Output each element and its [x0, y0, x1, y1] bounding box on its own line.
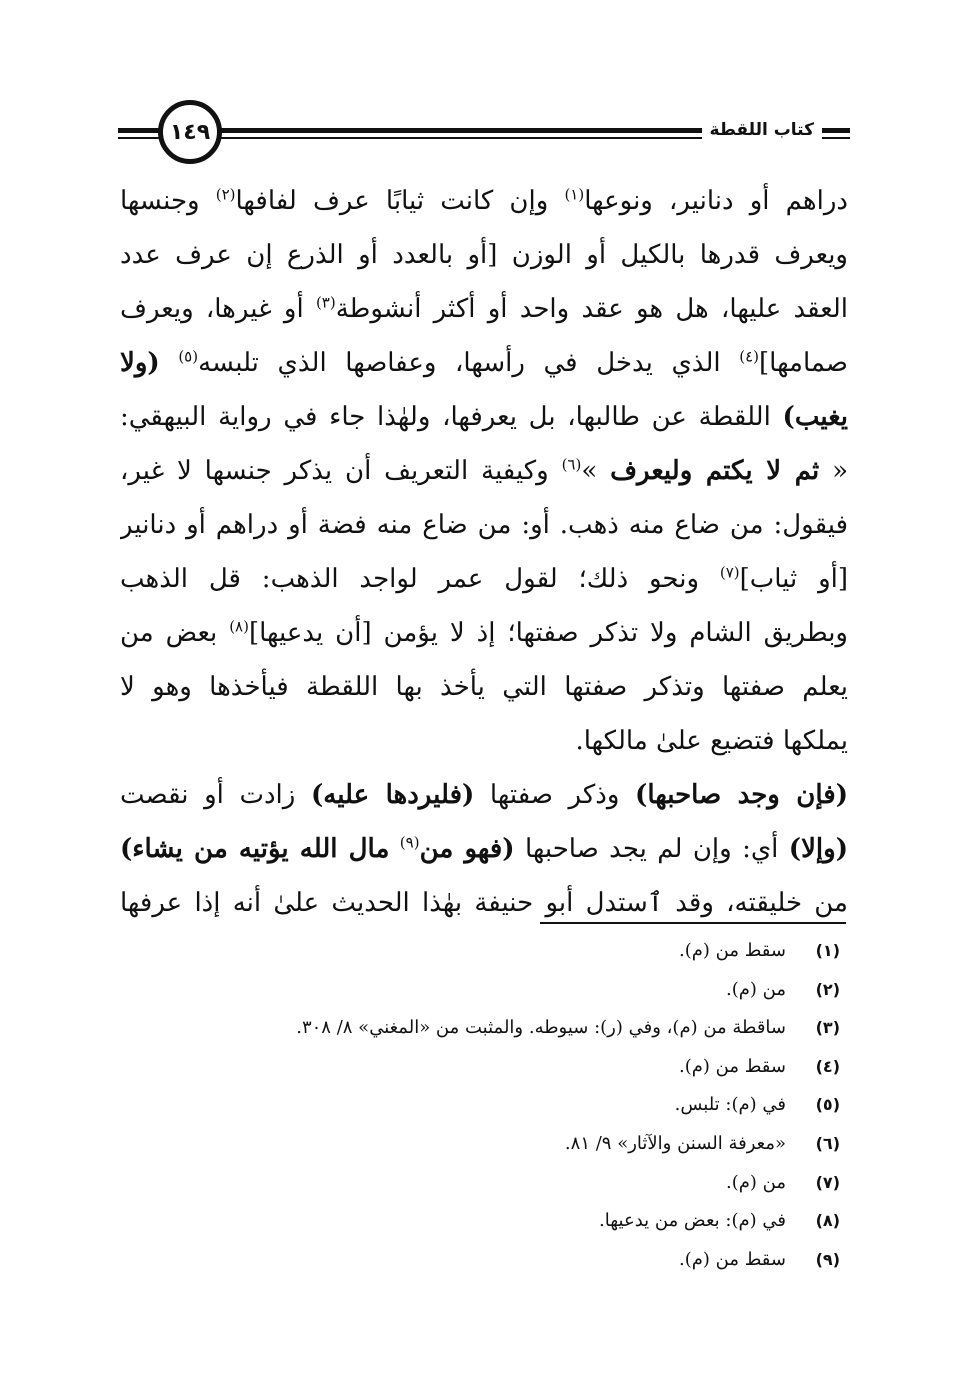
- page-header: [118, 98, 850, 178]
- text-line-14: من خليقته، وقد ٱستدل أبو حنيفة بهٰذا الحديث علىٰ أنه إذا عرفها: [120, 888, 848, 918]
- text-line-10: يعلم صفتها وتذكر صفتها التي يأخذ بها اللقطة فيأخذها وهو لا: [120, 672, 848, 702]
- footnotes: [120, 932, 840, 1279]
- footnote-number: (٣): [815, 1018, 840, 1038]
- footnote-number: (٢): [815, 979, 840, 999]
- footnote-text: في (م): تلبس.: [674, 1094, 786, 1116]
- text-line-6: « ثم لا يكتم وليعرف »$^{(٦)}$ وكيفية التعريف أن يذكر جنسها لا غير،: [120, 455, 848, 486]
- footnote-text: في (م): بعض من يدعيها.: [599, 1210, 786, 1232]
- footnote-text: من (م).: [726, 978, 786, 1000]
- footnote-separator: [540, 922, 846, 924]
- text-line-11: يملكها فتضيع علىٰ مالكها.: [575, 726, 848, 756]
- text-line-13: (وإلا) أي: وإن لم يجد صاحبها (فهو من$^{(٩)}$ مال الله يؤتيه من يشاء): [120, 833, 848, 864]
- text-line-1: دراهم أو دنانير، ونوعها$^{(١)}$ وإن كانت ثيابًا عرف لفافها$^{(٢)}$ وجنسها: [120, 185, 848, 216]
- main-text: [120, 174, 848, 930]
- footnote-item: [120, 1125, 840, 1164]
- text-line-12: (فإن وجد صاحبها) وذكر صفتها (فليردها عليه) زادت أو نقصت: [120, 780, 848, 810]
- footnote-text: سقط من (م).: [679, 940, 786, 961]
- footnote-text: سقط من (م).: [679, 1248, 786, 1270]
- footnote-item: [120, 1241, 840, 1280]
- footnote-item: [120, 1086, 840, 1125]
- footnote-item: [120, 1009, 840, 1048]
- text-line-3: العقد عليها، هل هو عقد واحد أو أكثر أنشوطة$^{(٣)}$ أو غيرها، ويعرف: [120, 293, 848, 324]
- footnote-number: (٩): [815, 1249, 840, 1269]
- footnote-text: سقط من (م).: [679, 1055, 786, 1077]
- text-line-7: فيقول: من ضاع منه ذهب. أو: من ضاع منه فضة أو دراهم أو دنانير: [120, 510, 848, 540]
- book-title: كتاب اللقطة: [702, 117, 822, 143]
- footnote-number: (٧): [815, 1172, 840, 1192]
- text-line-2: ويعرف قدرها بالكيل أو الوزن [أو بالعدد أو الذرع إن عرف عدد: [120, 240, 848, 270]
- text-line-8: [أو ثياب]$^{(٧)}$ ونحو ذلك؛ لقول عمر لواجد الذهب: قل الذهب: [120, 563, 848, 594]
- footnote-text: ساقطة من (م)، وفي (ر): سيوطه. والمثبت من «المغني» ٨/ ٣٠٨.: [296, 1017, 786, 1039]
- footnote-item: [120, 1048, 840, 1087]
- text-line-9: وبطريق الشام ولا تذكر صفتها؛ إذ لا يؤمن [أن يدعيها]$^{(٨)}$ بعض من: [120, 617, 848, 648]
- footnote-item: [120, 932, 840, 971]
- footnote-item: [120, 1164, 840, 1203]
- footnote-number: (٦): [815, 1133, 840, 1153]
- footnote-item: [120, 971, 840, 1010]
- footnote-text: «معرفة السنن والآثار» ٩/ ٨١.: [564, 1132, 786, 1154]
- footnote-item: [120, 1202, 840, 1241]
- footnote-number: (١): [815, 941, 840, 960]
- text-line-5: يغيب) اللقطة عن طالبها، بل يعرفها، ولهٰذا جاء في رواية البيهقي:: [120, 402, 848, 432]
- page-number: ١٤٩: [169, 119, 211, 145]
- footnote-number: (٥): [815, 1095, 840, 1115]
- footnote-number: (٤): [815, 1056, 840, 1076]
- footnote-text: من (م).: [726, 1171, 786, 1193]
- page-number-badge: [158, 100, 222, 164]
- footnote-number: (٨): [815, 1211, 840, 1231]
- text-line-4: صمامها]$^{(٤)}$ الذي يدخل في رأسها، وعفاصها الذي تلبسه$^{(٥)}$ (ولا: [120, 347, 848, 378]
